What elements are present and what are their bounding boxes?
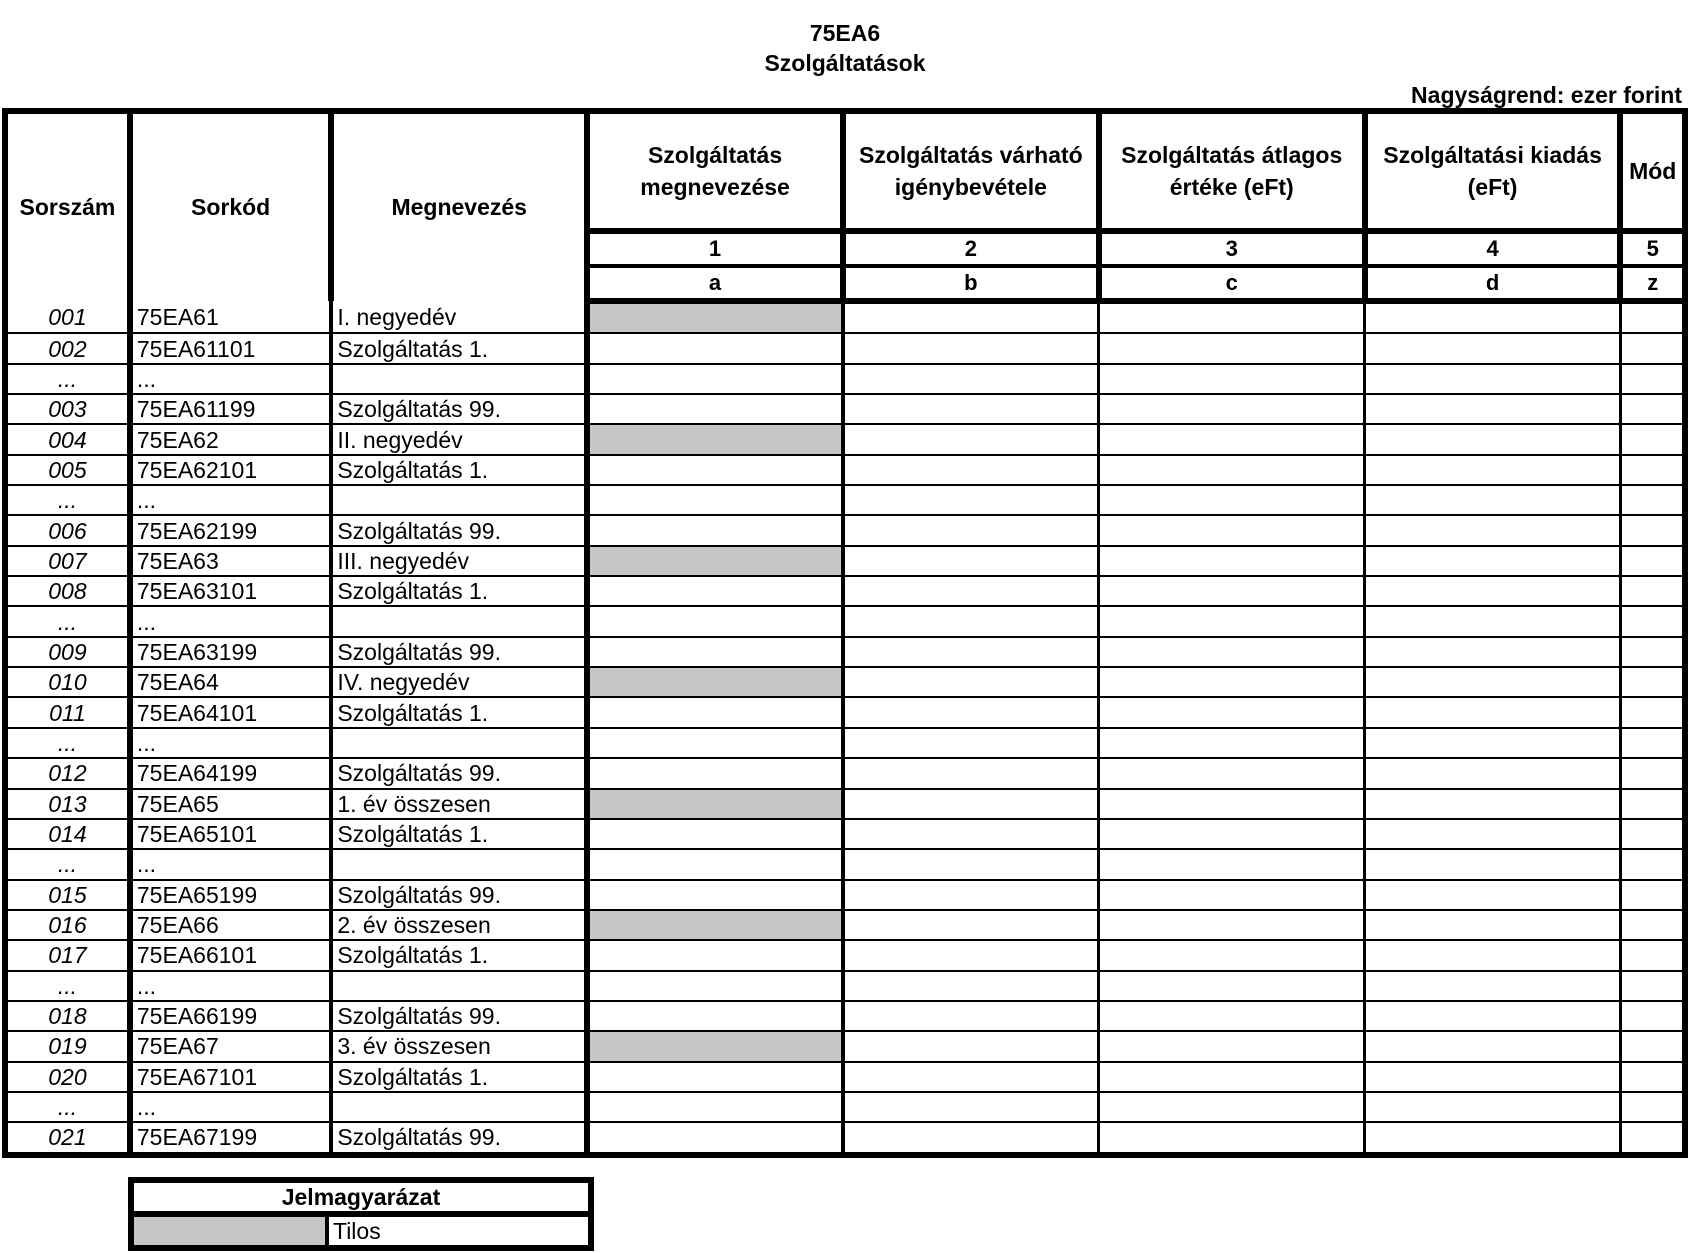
table-row xyxy=(5,576,1685,606)
input-cell-col1[interactable] xyxy=(587,880,843,910)
input-cell-col2[interactable] xyxy=(843,515,1099,545)
input-cell-col5[interactable] xyxy=(1620,667,1685,697)
input-cell-col3[interactable] xyxy=(1099,697,1365,727)
row-megnevezes: Szolgáltatás 1. xyxy=(331,455,587,485)
row-megnevezes xyxy=(331,364,587,394)
row-megnevezes: Szolgáltatás 1. xyxy=(331,940,587,970)
input-cell-col5[interactable] xyxy=(1620,1122,1685,1154)
input-cell-col4[interactable] xyxy=(1365,1092,1621,1122)
row-sorszam: ... xyxy=(5,606,130,636)
row-megnevezes: Szolgáltatás 99. xyxy=(331,1001,587,1031)
input-cell-col5[interactable] xyxy=(1620,971,1685,1001)
input-cell-col1[interactable] xyxy=(587,1122,843,1154)
input-cell-col3[interactable] xyxy=(1099,515,1365,545)
input-cell-col3[interactable] xyxy=(1099,1122,1365,1154)
input-cell-col5[interactable] xyxy=(1620,1001,1685,1031)
table-row xyxy=(5,1062,1685,1092)
input-cell-col1[interactable] xyxy=(587,758,843,788)
input-cell-col5[interactable] xyxy=(1620,910,1685,940)
input-cell-col5[interactable] xyxy=(1620,849,1685,879)
row-sorszam: 003 xyxy=(5,394,130,424)
input-cell-col2[interactable] xyxy=(843,880,1099,910)
input-cell-col1[interactable] xyxy=(587,637,843,667)
table-row xyxy=(5,515,1685,545)
row-sorkod: ... xyxy=(130,849,331,879)
input-cell-col1[interactable] xyxy=(587,819,843,849)
input-cell-col2[interactable] xyxy=(843,576,1099,606)
input-cell-col4[interactable] xyxy=(1365,667,1621,697)
row-sorszam: 015 xyxy=(5,880,130,910)
row-sorszam: 019 xyxy=(5,1031,130,1061)
input-cell-col1[interactable] xyxy=(587,333,843,363)
row-megnevezes: I. negyedév xyxy=(331,301,587,333)
table-row xyxy=(5,940,1685,970)
input-cell-col1[interactable] xyxy=(587,971,843,1001)
table-row xyxy=(5,971,1685,1001)
input-cell-col5[interactable] xyxy=(1620,758,1685,788)
row-megnevezes: 1. év összesen xyxy=(331,789,587,819)
input-cell-col3[interactable] xyxy=(1099,789,1365,819)
forbidden-cell xyxy=(587,789,843,819)
input-cell-col5[interactable] xyxy=(1620,1031,1685,1061)
input-cell-col2[interactable] xyxy=(843,728,1099,758)
input-cell-col5[interactable] xyxy=(1620,364,1685,394)
header-sorszam: Sorszám xyxy=(5,111,130,301)
input-cell-col4[interactable] xyxy=(1365,1062,1621,1092)
row-sorszam: ... xyxy=(5,364,130,394)
row-sorszam: 008 xyxy=(5,576,130,606)
input-cell-col1[interactable] xyxy=(587,697,843,727)
input-cell-col5[interactable] xyxy=(1620,728,1685,758)
input-cell-col3[interactable] xyxy=(1099,424,1365,454)
row-megnevezes: Szolgáltatás 99. xyxy=(331,1122,587,1154)
header-col2: Szolgáltatás várható igénybevétele xyxy=(843,111,1099,231)
input-cell-col5[interactable] xyxy=(1620,637,1685,667)
input-cell-col3[interactable] xyxy=(1099,880,1365,910)
input-cell-col3[interactable] xyxy=(1099,1031,1365,1061)
table-row xyxy=(5,1031,1685,1061)
table-row xyxy=(5,1122,1685,1154)
row-sorszam: ... xyxy=(5,728,130,758)
row-megnevezes: Szolgáltatás 99. xyxy=(331,394,587,424)
row-megnevezes: Szolgáltatás 99. xyxy=(331,758,587,788)
input-cell-col5[interactable] xyxy=(1620,1092,1685,1122)
input-cell-col5[interactable] xyxy=(1620,880,1685,910)
input-cell-col2[interactable] xyxy=(843,1062,1099,1092)
row-sorkod: 75EA63 xyxy=(130,546,331,576)
input-cell-col2[interactable] xyxy=(843,606,1099,636)
input-cell-col3[interactable] xyxy=(1099,637,1365,667)
input-cell-col1[interactable] xyxy=(587,1092,843,1122)
header-col1: Szolgáltatás megnevezése xyxy=(587,111,843,231)
col-letter: b xyxy=(843,266,1099,301)
table-row xyxy=(5,849,1685,879)
row-sorkod: 75EA61199 xyxy=(130,394,331,424)
table-row xyxy=(5,301,1685,333)
input-cell-col4[interactable] xyxy=(1365,697,1621,727)
legend-forbidden-label: Tilos xyxy=(333,1217,381,1244)
row-sorkod: 75EA67199 xyxy=(130,1122,331,1154)
input-cell-col5[interactable] xyxy=(1620,515,1685,545)
row-megnevezes xyxy=(331,971,587,1001)
input-cell-col3[interactable] xyxy=(1099,1092,1365,1122)
services-table xyxy=(2,108,1688,1158)
row-sorkod: 75EA63199 xyxy=(130,637,331,667)
input-cell-col2[interactable] xyxy=(843,940,1099,970)
input-cell-col2[interactable] xyxy=(843,910,1099,940)
input-cell-col3[interactable] xyxy=(1099,971,1365,1001)
input-cell-col4[interactable] xyxy=(1365,515,1621,545)
input-cell-col4[interactable] xyxy=(1365,940,1621,970)
col-number: 3 xyxy=(1099,231,1365,266)
input-cell-col2[interactable] xyxy=(843,667,1099,697)
input-cell-col4[interactable] xyxy=(1365,576,1621,606)
row-megnevezes: IV. negyedév xyxy=(331,667,587,697)
row-sorszam: 016 xyxy=(5,910,130,940)
col-number: 1 xyxy=(587,231,843,266)
input-cell-col1[interactable] xyxy=(587,849,843,879)
header-sorkod: Sorkód xyxy=(130,111,331,301)
input-cell-col4[interactable] xyxy=(1365,485,1621,515)
input-cell-col4[interactable] xyxy=(1365,333,1621,363)
row-sorkod: ... xyxy=(130,1092,331,1122)
input-cell-col4[interactable] xyxy=(1365,1122,1621,1154)
input-cell-col5[interactable] xyxy=(1620,424,1685,454)
input-cell-col1[interactable] xyxy=(587,1001,843,1031)
input-cell-col4[interactable] xyxy=(1365,758,1621,788)
row-sorszam: 005 xyxy=(5,455,130,485)
row-sorszam: ... xyxy=(5,1092,130,1122)
table-row xyxy=(5,485,1685,515)
col-letter: d xyxy=(1365,266,1621,301)
input-cell-col3[interactable] xyxy=(1099,455,1365,485)
input-cell-col5[interactable] xyxy=(1620,333,1685,363)
input-cell-col4[interactable] xyxy=(1365,789,1621,819)
input-cell-col2[interactable] xyxy=(843,333,1099,363)
col-number: 5 xyxy=(1620,231,1685,266)
forbidden-cell xyxy=(587,667,843,697)
row-megnevezes: Szolgáltatás 1. xyxy=(331,333,587,363)
input-cell-col2[interactable] xyxy=(843,424,1099,454)
page-title: Szolgáltatások xyxy=(764,50,926,76)
input-cell-col4[interactable] xyxy=(1365,1001,1621,1031)
forbidden-cell xyxy=(587,1031,843,1061)
input-cell-col2[interactable] xyxy=(843,637,1099,667)
input-cell-col4[interactable] xyxy=(1365,849,1621,879)
input-cell-col2[interactable] xyxy=(843,485,1099,515)
input-cell-col4[interactable] xyxy=(1365,424,1621,454)
table-body xyxy=(5,301,1685,1155)
input-cell-col5[interactable] xyxy=(1620,301,1685,333)
input-cell-col3[interactable] xyxy=(1099,301,1365,333)
row-sorszam: 017 xyxy=(5,940,130,970)
input-cell-col2[interactable] xyxy=(843,1092,1099,1122)
row-megnevezes xyxy=(331,728,587,758)
input-cell-col2[interactable] xyxy=(843,394,1099,424)
table-row xyxy=(5,333,1685,363)
row-sorszam: ... xyxy=(5,849,130,879)
row-sorszam: 011 xyxy=(5,697,130,727)
input-cell-col3[interactable] xyxy=(1099,819,1365,849)
input-cell-col4[interactable] xyxy=(1365,546,1621,576)
col-letter: a xyxy=(587,266,843,301)
input-cell-col1[interactable] xyxy=(587,606,843,636)
input-cell-col3[interactable] xyxy=(1099,1062,1365,1092)
row-sorkod: 75EA64101 xyxy=(130,697,331,727)
input-cell-col2[interactable] xyxy=(843,1001,1099,1031)
table-row xyxy=(5,546,1685,576)
input-cell-col5[interactable] xyxy=(1620,606,1685,636)
row-sorszam: 013 xyxy=(5,789,130,819)
input-cell-col5[interactable] xyxy=(1620,576,1685,606)
row-sorkod: 75EA62101 xyxy=(130,455,331,485)
forbidden-cell xyxy=(587,301,843,333)
table-row xyxy=(5,819,1685,849)
row-sorkod: 75EA67101 xyxy=(130,1062,331,1092)
input-cell-col4[interactable] xyxy=(1365,910,1621,940)
header-col3: Szolgáltatás átlagos értéke (eFt) xyxy=(1099,111,1365,231)
row-sorkod: ... xyxy=(130,606,331,636)
input-cell-col5[interactable] xyxy=(1620,940,1685,970)
row-sorkod: 75EA66199 xyxy=(130,1001,331,1031)
table-row xyxy=(5,789,1685,819)
row-sorkod: ... xyxy=(130,728,331,758)
legend-forbidden-swatch xyxy=(131,1214,327,1248)
row-megnevezes: Szolgáltatás 1. xyxy=(331,1062,587,1092)
input-cell-col3[interactable] xyxy=(1099,667,1365,697)
input-cell-col4[interactable] xyxy=(1365,455,1621,485)
input-cell-col4[interactable] xyxy=(1365,880,1621,910)
forbidden-cell xyxy=(587,424,843,454)
table-row xyxy=(5,667,1685,697)
input-cell-col3[interactable] xyxy=(1099,333,1365,363)
row-sorkod: 75EA66 xyxy=(130,910,331,940)
row-megnevezes: Szolgáltatás 1. xyxy=(331,576,587,606)
input-cell-col4[interactable] xyxy=(1365,819,1621,849)
header-megnevezes: Megnevezés xyxy=(391,194,527,220)
table-row xyxy=(5,697,1685,727)
row-sorkod: 75EA64 xyxy=(130,667,331,697)
input-cell-col4[interactable] xyxy=(1365,637,1621,667)
row-sorszam: 004 xyxy=(5,424,130,454)
input-cell-col3[interactable] xyxy=(1099,758,1365,788)
row-sorkod: 75EA61 xyxy=(130,301,331,333)
input-cell-col3[interactable] xyxy=(1099,394,1365,424)
input-cell-col1[interactable] xyxy=(587,1062,843,1092)
legend xyxy=(128,1177,594,1251)
input-cell-col3[interactable] xyxy=(1099,1001,1365,1031)
table-row xyxy=(5,455,1685,485)
legend-title: Jelmagyarázat xyxy=(131,1180,591,1214)
row-megnevezes xyxy=(331,606,587,636)
table-row xyxy=(5,880,1685,910)
row-sorszam: 020 xyxy=(5,1062,130,1092)
table-row xyxy=(5,606,1685,636)
input-cell-col3[interactable] xyxy=(1099,910,1365,940)
row-megnevezes: Szolgáltatás 1. xyxy=(331,819,587,849)
input-cell-col4[interactable] xyxy=(1365,971,1621,1001)
row-sorszam: 014 xyxy=(5,819,130,849)
row-sorszam: 001 xyxy=(5,301,130,333)
input-cell-col5[interactable] xyxy=(1620,697,1685,727)
table-row xyxy=(5,1001,1685,1031)
row-sorkod: 75EA65 xyxy=(130,789,331,819)
row-sorkod: 75EA63101 xyxy=(130,576,331,606)
row-sorkod: 75EA64199 xyxy=(130,758,331,788)
row-sorszam: 002 xyxy=(5,333,130,363)
row-megnevezes: III. negyedév xyxy=(331,546,587,576)
input-cell-col2[interactable] xyxy=(843,301,1099,333)
row-sorszam: 012 xyxy=(5,758,130,788)
input-cell-col4[interactable] xyxy=(1365,1031,1621,1061)
input-cell-col2[interactable] xyxy=(843,971,1099,1001)
row-sorkod: 75EA67 xyxy=(130,1031,331,1061)
input-cell-col1[interactable] xyxy=(587,728,843,758)
input-cell-col3[interactable] xyxy=(1099,728,1365,758)
input-cell-col5[interactable] xyxy=(1620,819,1685,849)
input-cell-col1[interactable] xyxy=(587,394,843,424)
row-sorkod: 75EA65101 xyxy=(130,819,331,849)
input-cell-col2[interactable] xyxy=(843,789,1099,819)
input-cell-col4[interactable] xyxy=(1365,394,1621,424)
row-sorszam: 009 xyxy=(5,637,130,667)
input-cell-col4[interactable] xyxy=(1365,364,1621,394)
input-cell-col5[interactable] xyxy=(1620,394,1685,424)
input-cell-col1[interactable] xyxy=(587,576,843,606)
table-row xyxy=(5,728,1685,758)
input-cell-col5[interactable] xyxy=(1620,1062,1685,1092)
input-cell-col5[interactable] xyxy=(1620,455,1685,485)
row-sorkod: 75EA65199 xyxy=(130,880,331,910)
input-cell-col1[interactable] xyxy=(587,515,843,545)
row-megnevezes xyxy=(331,849,587,879)
row-sorszam: ... xyxy=(5,971,130,1001)
row-megnevezes xyxy=(331,1092,587,1122)
row-sorszam: 006 xyxy=(5,515,130,545)
row-sorkod: 75EA62 xyxy=(130,424,331,454)
input-cell-col2[interactable] xyxy=(843,697,1099,727)
table-row xyxy=(5,637,1685,667)
row-sorkod: ... xyxy=(130,364,331,394)
header-col5: Mód xyxy=(1620,111,1685,231)
row-megnevezes: Szolgáltatás 99. xyxy=(331,515,587,545)
input-cell-col1[interactable] xyxy=(587,364,843,394)
table-row xyxy=(5,364,1685,394)
input-cell-col4[interactable] xyxy=(1365,728,1621,758)
row-megnevezes xyxy=(331,485,587,515)
input-cell-col4[interactable] xyxy=(1365,606,1621,636)
row-megnevezes: Szolgáltatás 1. xyxy=(331,697,587,727)
input-cell-col3[interactable] xyxy=(1099,546,1365,576)
input-cell-col2[interactable] xyxy=(843,546,1099,576)
input-cell-col5[interactable] xyxy=(1620,485,1685,515)
input-cell-col5[interactable] xyxy=(1620,789,1685,819)
input-cell-col2[interactable] xyxy=(843,1031,1099,1061)
input-cell-col2[interactable] xyxy=(843,455,1099,485)
row-sorszam: 021 xyxy=(5,1122,130,1154)
input-cell-col2[interactable] xyxy=(843,364,1099,394)
row-sorkod: ... xyxy=(130,485,331,515)
input-cell-col3[interactable] xyxy=(1099,485,1365,515)
row-megnevezes: 2. év összesen xyxy=(331,910,587,940)
row-sorkod: 75EA61101 xyxy=(130,333,331,363)
input-cell-col3[interactable] xyxy=(1099,940,1365,970)
input-cell-col2[interactable] xyxy=(843,758,1099,788)
col-number: 2 xyxy=(843,231,1099,266)
input-cell-col2[interactable] xyxy=(843,849,1099,879)
input-cell-col3[interactable] xyxy=(1099,606,1365,636)
input-cell-col3[interactable] xyxy=(1099,364,1365,394)
row-megnevezes: II. negyedév xyxy=(331,424,587,454)
col-number: 4 xyxy=(1365,231,1621,266)
row-sorkod: 75EA66101 xyxy=(130,940,331,970)
header-col4: Szolgáltatási kiadás (eFt) xyxy=(1365,111,1621,231)
input-cell-col2[interactable] xyxy=(843,1122,1099,1154)
row-sorkod: ... xyxy=(130,971,331,1001)
input-cell-col5[interactable] xyxy=(1620,546,1685,576)
table-row xyxy=(5,910,1685,940)
input-cell-col3[interactable] xyxy=(1099,576,1365,606)
input-cell-col1[interactable] xyxy=(587,485,843,515)
input-cell-col1[interactable] xyxy=(587,940,843,970)
table-code: 75EA6 xyxy=(809,20,881,46)
input-cell-col1[interactable] xyxy=(587,455,843,485)
row-sorszam: 010 xyxy=(5,667,130,697)
forbidden-cell xyxy=(587,546,843,576)
input-cell-col2[interactable] xyxy=(843,819,1099,849)
row-sorkod: 75EA62199 xyxy=(130,515,331,545)
input-cell-col3[interactable] xyxy=(1099,849,1365,879)
table-row xyxy=(5,758,1685,788)
col-letter: c xyxy=(1099,266,1365,301)
row-megnevezes: Szolgáltatás 99. xyxy=(331,637,587,667)
row-megnevezes: Szolgáltatás 99. xyxy=(331,880,587,910)
unit-label: Nagyságrend: ezer forint xyxy=(1411,82,1682,108)
input-cell-col4[interactable] xyxy=(1365,301,1621,333)
table-row xyxy=(5,394,1685,424)
row-sorszam: 007 xyxy=(5,546,130,576)
table-row xyxy=(5,1092,1685,1122)
row-sorszam: 018 xyxy=(5,1001,130,1031)
col-letter: z xyxy=(1620,266,1685,301)
row-sorszam: ... xyxy=(5,485,130,515)
forbidden-cell xyxy=(587,910,843,940)
table-row xyxy=(5,424,1685,454)
row-megnevezes: 3. év összesen xyxy=(331,1031,587,1061)
